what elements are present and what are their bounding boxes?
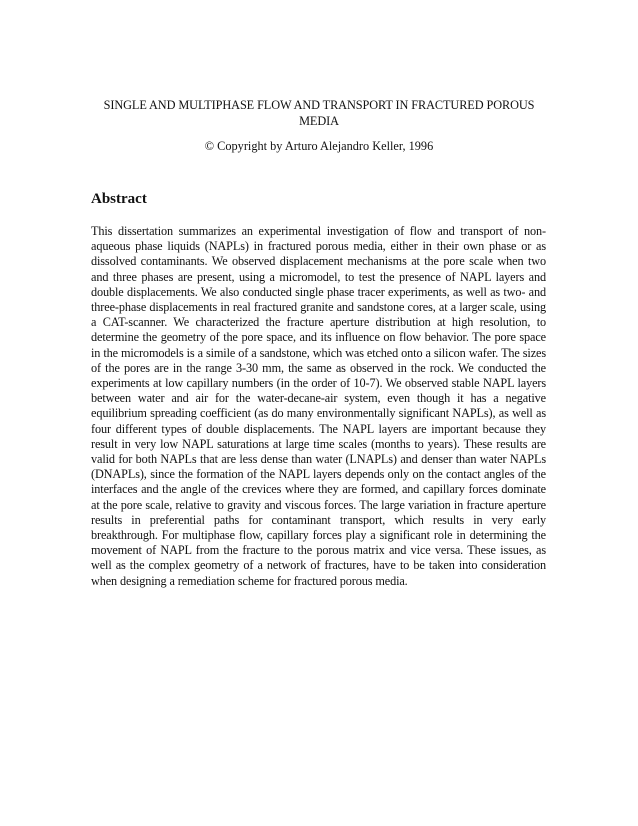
abstract-text: This dissertation summarizes an experimental investigation of flow and transport of non-aqueous phase liquids (NAPLs) in fractured porous media, either in their own phase or as dissolved contaminants. We observed displacement mechanisms at the pore scale when two and three phases are present, using a micromodel, to test the presence of NAPL layers and double displacements. We also conducted single phase tracer experiments, as well as two- and three-phase displacements in real fractured granite and sandstone cores, at a larger scale, using a CAT-scanner. We characterized the fracture aperture distribution at high resolution, to determine the geometry of the pore space, and its influence on flow behavior. The pore space in the micromodels is a simile of a sandstone, which was etched onto a silicon wafer. The sizes of the pores are in the range 3-30 mm, the same as observed in the rock. We conducted the experiments at low capillary numbers (in the order of 10-7). We observed stable NAPL layers between water and air for the water-decane-air system, even though it has a negative equilibrium spreading coefficient (as do many environmentally significant NAPLs), as well as four different types of double displacements. The NAPL layers are important because they result in very low NAPL saturations at large time scales (months to years). These results are valid for both NAPLs that are less dense than water (LNAPLs) and denser than water NAPLs (DNAPLs), since the formation of the NAPL layers depends only on the contact angles of the interfaces and the angle of the crevices where they are formed, and capillary forces dominate at the pore scale, relative to gravity and viscous forces. The large variation in fracture aperture results in preferential paths for contaminant transport, which results in very early breakthrough. For multiphase flow, capillary forces play a significant role in determining the movement of NAPL from the fracture to the porous matrix and vice versa. These issues, as well as the complex geometry of a network of fractures, have to be taken into consideration when designing a remediation scheme for fractured porous media. [91, 224, 546, 588]
abstract-heading: Abstract [91, 191, 147, 207]
copyright-notice: © Copyright by Arturo Alejandro Keller, 1996 [204, 139, 434, 153]
document-title: SINGLE AND MULTIPHASE FLOW AND TRANSPORT IN FRACTURED POROUS MEDIA [103, 98, 535, 128]
